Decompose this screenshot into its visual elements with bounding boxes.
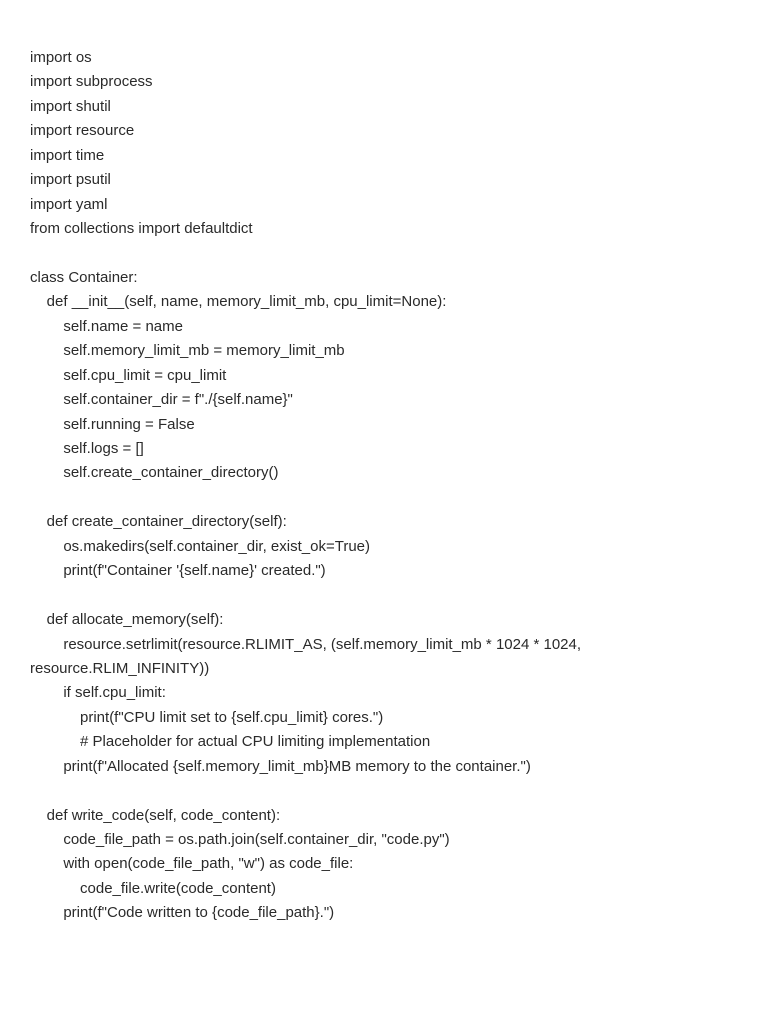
code-line: def allocate_memory(self): bbox=[30, 611, 224, 629]
code-line: class Container: bbox=[30, 268, 138, 286]
code-line: print(f"CPU limit set to {self.cpu_limit} cores.") bbox=[30, 708, 384, 726]
code-line: def write_code(self, code_content): bbox=[30, 806, 281, 824]
blank-line bbox=[30, 486, 740, 510]
blank-line bbox=[30, 242, 740, 266]
code-line: from collections import defaultdict bbox=[30, 220, 253, 238]
code-line: code_file_path = os.path.join(self.container_dir, "code.py") bbox=[30, 831, 450, 848]
code-line: self.cpu_limit = cpu_limit bbox=[30, 366, 227, 384]
code-line: with open(code_file_path, "w") as code_file: bbox=[30, 855, 354, 873]
code-line: self.name = name bbox=[30, 317, 183, 335]
code-line: if self.cpu_limit: bbox=[30, 684, 166, 702]
code-line: resource.RLIM_INFINITY)) bbox=[30, 659, 210, 677]
code-line: import psutil bbox=[30, 171, 111, 189]
code-line: print(f"Allocated {self.memory_limit_mb}MB memory to the container.") bbox=[30, 757, 531, 775]
blank-line bbox=[30, 584, 740, 608]
code-line: self.running = False bbox=[30, 415, 195, 433]
code-line: # Placeholder for actual CPU limiting implementation bbox=[30, 733, 431, 751]
code-line: print(f"Container '{self.name}' created.") bbox=[30, 562, 326, 580]
code-line: self.memory_limit_mb = memory_limit_mb bbox=[30, 342, 345, 360]
code-line: resource.setrlimit(resource.RLIMIT_AS, (self.memory_limit_mb * 1024 * 1024, bbox=[30, 635, 582, 653]
code-line: import shutil bbox=[30, 97, 111, 115]
code-line: import resource bbox=[30, 122, 135, 140]
code-document bbox=[30, 46, 740, 926]
code-line: import time bbox=[30, 146, 105, 164]
code-line: os.makedirs(self.container_dir, exist_ok=True) bbox=[30, 537, 370, 555]
code-line: import os bbox=[30, 49, 92, 66]
code-line: def __init__(self, name, memory_limit_mb, cpu_limit=None): bbox=[30, 293, 447, 311]
code-line: self.logs = [] bbox=[30, 440, 144, 457]
code-line: def create_container_directory(self): bbox=[30, 513, 287, 531]
code-line: import yaml bbox=[30, 195, 108, 213]
code-line: self.container_dir = f"./{self.name}" bbox=[30, 391, 293, 409]
blank-line bbox=[30, 779, 740, 803]
code-line: code_file.write(code_content) bbox=[30, 879, 276, 897]
code-line: self.create_container_directory() bbox=[30, 464, 279, 482]
code-line: import subprocess bbox=[30, 73, 153, 91]
code-line: print(f"Code written to {code_file_path}.") bbox=[30, 904, 335, 922]
